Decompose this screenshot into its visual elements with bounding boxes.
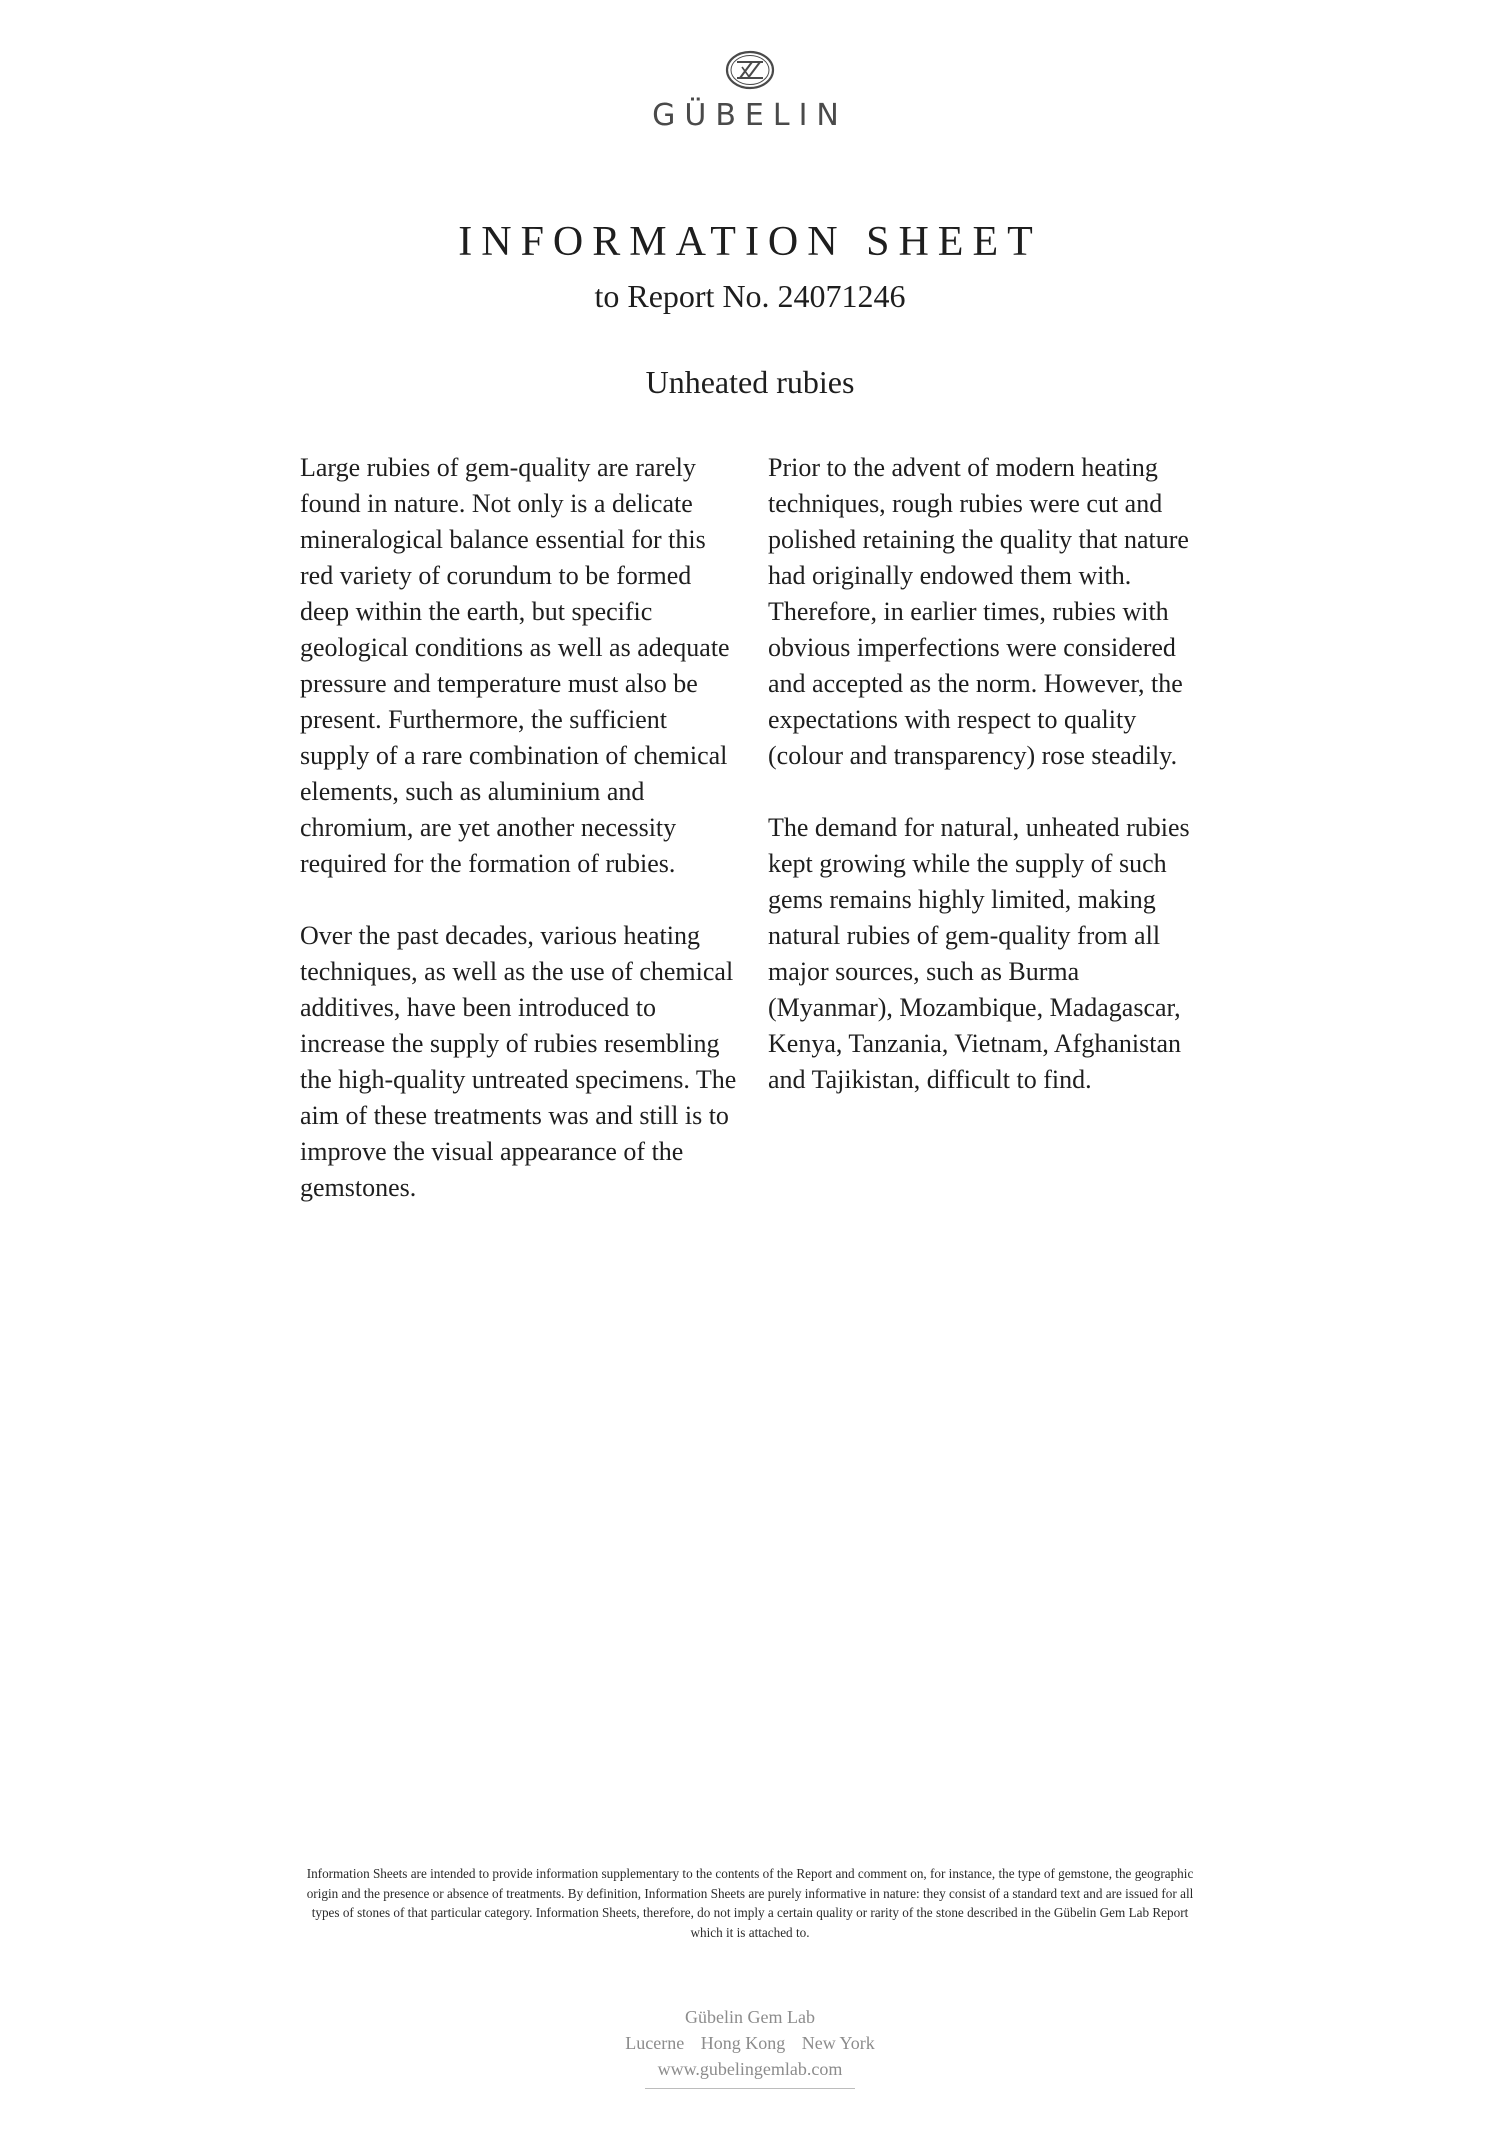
document-title: INFORMATION SHEET — [458, 219, 1042, 265]
footer — [0, 2004, 1500, 2089]
paragraph: Over the past decades, various heating techniques, as well as the use of chemical additives, have been introduced to increase the supply of rubies resembling the high-quality untreated specimens. The aim of these treatments was and still is to improve the visual appearance of the gemstones. — [300, 921, 737, 1202]
disclaimer-text: Information Sheets are intended to provide information supplementary to the contents of the Report and comment on, for instance, the type of gemstone, the geographic origin and the presence or absence of treatments. By definition, Information Sheets are purely informative in nature: they consist of a standard text and are issued for all types of stones of that particular category. Information Sheets, therefore, do not imply a certain quality or rarity of the stone described in the Gübelin Gem Lab Report which it is attached to. — [306, 1866, 1194, 1940]
left-column — [300, 450, 740, 1242]
footer-city: Lucerne — [625, 2033, 685, 2053]
footer-divider — [645, 2088, 855, 2089]
footer-org-name: Gübelin Gem Lab — [685, 2007, 815, 2027]
footer-city: Hong Kong — [700, 2033, 786, 2053]
paragraph: Prior to the advent of modern heating techniques, rough rubies were cut and polished retaining the quality that nature had originally endowed them with. Therefore, in earlier times, rubies with obvious imperfections were considered and accepted as the norm. However, the expectations with respect to quality (colour and transparency) rose steadily. — [768, 453, 1189, 770]
paragraph: The demand for natural, unheated rubies kept growing while the supply of such gems remains highly limited, making natural rubies of gem-quality from all major sources, such as Burma (Myanmar), Mozambique, Madagascar, Kenya, Tanzania, Vietnam, Afghanistan and Tajikistan, difficult to find. — [768, 813, 1190, 1094]
gubelin-logo-mark-icon — [724, 48, 776, 92]
header-logo — [0, 48, 1500, 133]
paragraph: Large rubies of gem-quality are rarely found in nature. Not only is a delicate mineralogical balance essential for this red variety of corundum to be formed deep within the earth, but specific geological conditions as well as adequate pressure and temperature must also be present. Furthermore, the sufficient supply of a rare combination of chemical elements, such as aluminium and chromium, are yet another necessity required for the formation of rubies. — [300, 453, 730, 878]
brand-name: GÜBELIN — [652, 98, 848, 133]
section-title: Unheated rubies — [645, 364, 855, 400]
footer-cities — [0, 2030, 1500, 2056]
right-column — [768, 450, 1208, 1134]
footer-website-link[interactable]: www.gubelingemlab.com — [657, 2059, 843, 2079]
report-reference: to Report No. 24071246 — [594, 278, 906, 314]
footer-city: New York — [801, 2033, 875, 2053]
